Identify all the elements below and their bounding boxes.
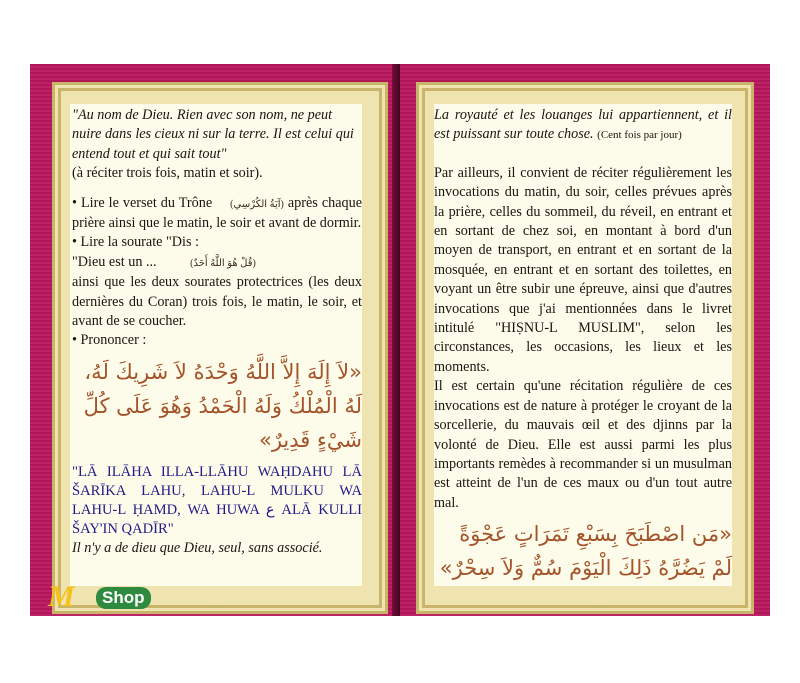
shop-logo <box>34 578 194 618</box>
transliteration-text: "LĀ ILĀHA ILLA-LLĀHU WAḤDAHU LĀ ŠARĪKA LAHU, LAHU-L MULKU WA LAHU-L ḤAMD, WA HUWA ع ALĀ KULLI ŠAY'IN QADĪR" <box>72 463 362 537</box>
arabic-inline: (آيَةُ الكُرْسِي) <box>230 198 284 210</box>
right-page <box>400 64 770 616</box>
logo-letter: M <box>48 580 75 613</box>
right-text-box <box>434 104 732 586</box>
intro-italic: La royauté et les louanges lui appartiennent, et il est puissant sur toute chose. <box>434 107 732 143</box>
bullet-pronounce: • Prononcer : <box>72 332 147 349</box>
bullet-text: • Lire la sourate "Dis : <box>72 234 199 251</box>
bullet-surah <box>72 233 362 331</box>
bullet-text: après chaque prière ainsi que le matin, le soir et avant de dormir. <box>72 194 363 232</box>
page-number: 13 <box>590 592 603 607</box>
paragraph-1: Par ailleurs, il convient de réciter régulièrement les invocations du matin, du soir, celles prévues après la prière, celles du sommeil, du réveil, en entrant et en sortant de chez soi, en montant à bord d'un moyen de transport, en entrant et en sortant de la mosquée, en entrant et en sortant des toilettes, en voyant un être subir une épreuve, ainsi que d'autres invocations que j'ai mentionnées dans le livret intitulé "HIṢNU-L MUSLIM", selon les circonstances, les occasions, les lieux et les moments. <box>434 164 732 375</box>
intro-text <box>434 106 732 146</box>
left-page <box>30 64 400 616</box>
arabic-hadith: «مَن اصْطَبَحَ بِسَبْعِ تَمَرَاتٍ عَجْوَةً لَمْ يَضُرَّهُ ذَلِكَ الْيَوْمَ سُمٌّ وَلاَ سِحْرٌ» <box>439 522 732 581</box>
logo-text: Shop <box>96 587 151 609</box>
book-spread <box>30 64 770 616</box>
bullet-text: • Lire le verset du Trône <box>72 194 213 211</box>
left-text-box <box>70 104 362 586</box>
quote-note: (à réciter trois fois, matin et soir). <box>72 165 263 182</box>
intro-note: (Cent fois par jour) <box>597 129 682 142</box>
bullet-throne-verse <box>72 194 362 234</box>
bullet-text: ainsi que les deux sourates protectrices (les deux dernières du Coran) trois fois, le matin, le soir, et avant de se coucher. <box>72 274 362 330</box>
page-number: 12 <box>206 592 219 607</box>
translation-text: Il n'y a de dieu que Dieu, seul, sans associé. <box>72 539 323 556</box>
arabic-inline: (قُلْ هُوَ اللَّهُ أَحَدٌ) <box>190 257 256 269</box>
bullet-text: "Dieu est un ... <box>72 253 157 270</box>
arabic-invocation: «لاَ إِلَهَ إِلاَّ اللَّهُ وَحْدَهُ لاَ شَرِيكَ لَهُ، لَهُ الْمُلْكُ وَلَهُ الْحَمْدُ وَهُوَ عَلَى كُلِّ شَيْءٍ قَدِيرٌ» <box>83 359 362 452</box>
quote-text: "Au nom de Dieu. Rien avec son nom, ne peut nuire dans les cieux ni sur la terre. Il est celui qui entend tout et qui sait tout" <box>72 107 354 162</box>
paragraph-2: Il est certain qu'une récitation régulière de ces invocations est de nature à protéger le croyant de la sorcellerie, du mauvais œil et des djinns par la volonté de Dieu. Elle est aussi parmi les plus importants remèdes à recommander si un musulman est atteint de l'un de ces maux ou d'un tout autre mal. <box>434 378 732 511</box>
